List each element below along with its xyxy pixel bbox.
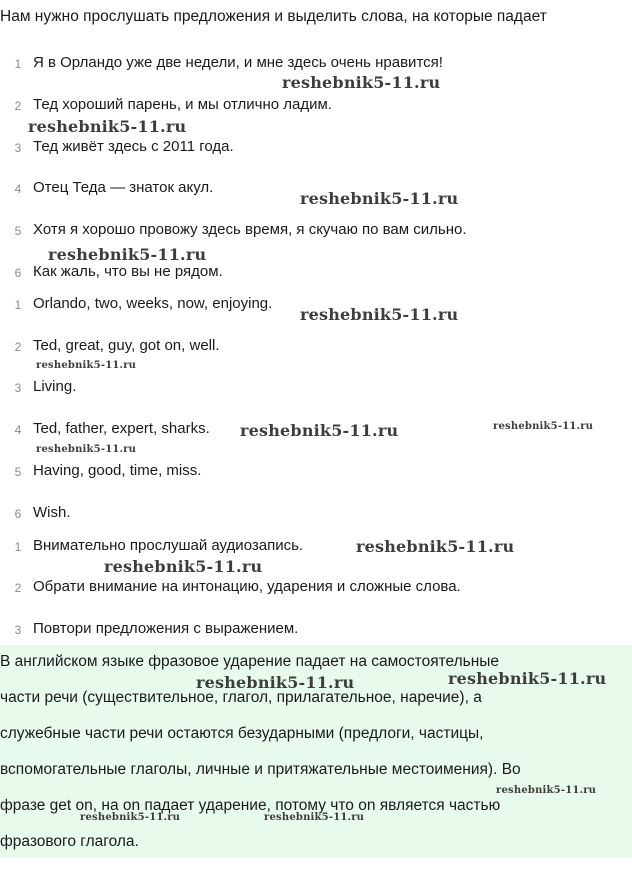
item-text: Я в Орландо уже две недели, и мне здесь очень нравится! (33, 54, 443, 71)
list-item (0, 577, 632, 601)
item-text: Обрати внимание на интонацию, ударения и сложные слова. (33, 578, 461, 595)
item-number: 3 (14, 623, 22, 637)
item-number: 2 (14, 99, 22, 113)
watermark: reshebnik5-11.ru (356, 537, 515, 556)
watermark: reshebnik5-11.ru (493, 421, 594, 432)
intro-text: Нам нужно прослушать предложения и выделить слова, на которые падает (0, 8, 547, 25)
watermark: reshebnik5-11.ru (240, 421, 399, 440)
item-number: 2 (14, 340, 22, 354)
list-item (0, 461, 632, 485)
item-number: 4 (14, 423, 22, 437)
watermark: reshebnik5-11.ru (196, 673, 355, 692)
note-line: фразе get on, на on падает ударение, потому что on является частью (0, 797, 501, 814)
list-item (0, 262, 632, 286)
item-text: Living. (33, 378, 77, 395)
note-line: В английском языке фразовое ударение падает на самостоятельные (0, 653, 500, 670)
item-number: 3 (14, 381, 22, 395)
watermark: reshebnik5-11.ru (36, 360, 137, 371)
watermark: reshebnik5-11.ru (36, 444, 137, 455)
item-text: Как жаль, что вы не рядом. (33, 263, 223, 280)
list-item (0, 336, 632, 360)
watermark: reshebnik5-11.ru (282, 73, 441, 92)
item-text: Ted, father, expert, sharks. (33, 420, 210, 437)
item-text: Having, good, time, miss. (33, 462, 202, 479)
item-number: 6 (14, 507, 22, 521)
item-text: Ted, great, guy, got on, well. (33, 337, 220, 354)
item-number: 1 (14, 57, 22, 71)
item-number: 3 (14, 141, 22, 155)
item-text: Внимательно прослушай аудиозапись. (33, 537, 304, 554)
list-item (0, 377, 632, 401)
item-number: 4 (14, 182, 22, 196)
list-item (0, 536, 632, 560)
watermark: reshebnik5-11.ru (496, 785, 597, 796)
note-line: служебные части речи остаются безударными (предлоги, частицы, (0, 725, 484, 742)
list-item (0, 220, 632, 244)
item-number: 1 (14, 540, 22, 554)
item-number: 1 (14, 298, 22, 312)
item-text: Тед хороший парень, и мы отлично ладим. (33, 96, 332, 113)
watermark: reshebnik5-11.ru (104, 557, 263, 576)
item-text: Повтори предложения с выражением. (33, 620, 299, 637)
watermark: reshebnik5-11.ru (264, 812, 365, 823)
item-number: 5 (14, 224, 22, 238)
list-item (0, 619, 632, 643)
note-line: части речи (существительное, глагол, прилагательное, наречие), а (0, 689, 482, 706)
item-number: 6 (14, 266, 22, 280)
watermark: reshebnik5-11.ru (448, 669, 607, 688)
list-item (0, 95, 632, 119)
item-text: Тед живёт здесь с 2011 года. (33, 138, 234, 155)
watermark: reshebnik5-11.ru (300, 305, 459, 324)
list-item (0, 503, 632, 527)
item-number: 5 (14, 465, 22, 479)
item-text: Хотя я хорошо провожу здесь время, я скучаю по вам сильно. (33, 221, 467, 238)
item-text: Отец Теда — знаток акул. (33, 179, 214, 196)
note-line: фразового глагола. (0, 833, 139, 850)
item-text: Wish. (33, 504, 71, 521)
item-text: Orlando, two, weeks, now, enjoying. (33, 295, 273, 312)
list-item (0, 137, 632, 161)
item-number: 2 (14, 581, 22, 595)
watermark: reshebnik5-11.ru (80, 812, 181, 823)
watermark: reshebnik5-11.ru (48, 245, 207, 264)
note-line: вспомогательные глаголы, личные и притяжательные местоимения). Во (0, 761, 521, 778)
watermark: reshebnik5-11.ru (300, 189, 459, 208)
watermark: reshebnik5-11.ru (28, 117, 187, 136)
